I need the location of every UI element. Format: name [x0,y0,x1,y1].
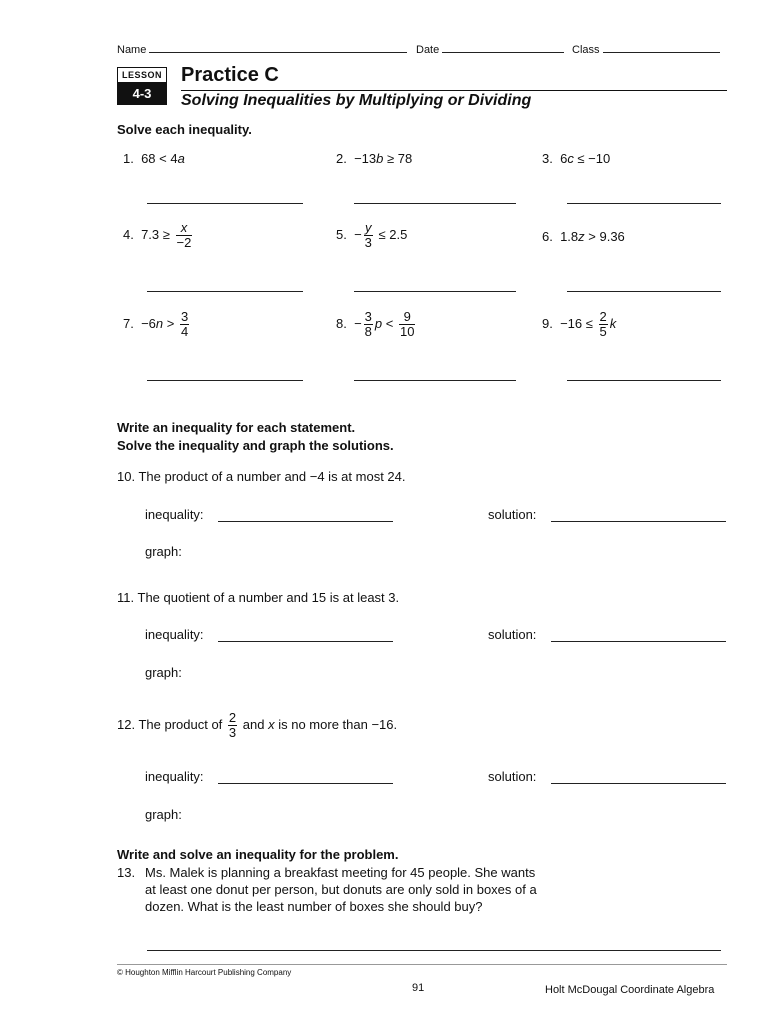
problem-9: 9. −16 ≤ $\frac{2}{5}$ k [542,309,617,339]
page-title: Practice C [181,64,279,86]
problem-11: 11. The quotient of a number and 15 is at least 3. [117,590,400,605]
p11-solution-label: solution: [488,627,537,642]
answer-line-5[interactable] [354,291,516,292]
section-1-instruction: Solve each inequality. [117,122,252,137]
problem-13-answer-line[interactable] [147,950,721,951]
problem-6: 6. 1.8z > 9.36 [542,229,625,244]
p10-graph-label: graph: [145,544,182,559]
problem-13-text: Ms. Malek is planning a breakfast meeting for 45 people. She wants at least one donut per person, but donuts are only sold in boxes of a dozen. What is the least number of boxes she should buy? [145,865,537,914]
answer-line-9[interactable] [567,380,721,381]
p11-graph-label: graph: [145,665,182,680]
problem-3: 3. 6c ≤ −10 [542,151,611,166]
problem-1: 1. 68 < 4a [123,151,185,166]
name-label: Name [117,44,147,56]
p10-inequality-line[interactable] [218,521,393,522]
p11-inequality-line[interactable] [218,641,393,642]
answer-line-7[interactable] [147,380,303,381]
section-3-instruction: Write and solve an inequality for the problem. [117,847,399,862]
problem-2: 2. −13b ≥ 78 [336,151,413,166]
answer-line-1[interactable] [147,203,303,204]
answer-line-4[interactable] [147,291,303,292]
section-2-instruction [117,419,394,455]
problem-7: 7. −6n > $\frac{3}{4}$ [123,309,189,339]
book-title: Holt McDougal Coordinate Algebra [545,984,715,996]
page-number: 91 [412,982,425,994]
lesson-label: LESSON [117,67,167,83]
name-field[interactable] [117,42,407,56]
problem-10: 10. The product of a number and −4 is at most 24. [117,469,406,484]
answer-line-2[interactable] [354,203,516,204]
lesson-badge [117,67,167,107]
p12-graph-label: graph: [145,807,182,822]
title-divider [181,90,727,91]
answer-line-6[interactable] [567,291,721,292]
date-blank[interactable] [442,42,564,53]
page-subtitle: Solving Inequalities by Multiplying or Dividing [181,92,532,109]
answer-line-8[interactable] [354,380,516,381]
p10-solution-label: solution: [488,507,537,522]
footer-copyright: © Houghton Mifflin Harcourt Publishing Company [117,968,292,977]
p12-inequality-line[interactable] [218,783,393,784]
footer-divider [117,964,727,965]
class-blank[interactable] [603,42,720,53]
problem-13-number: 13. [117,865,136,880]
p12-inequality-label: inequality: [145,769,204,784]
problem-12: 12. The product of $\frac{2}{3}$ and x is no more than −16. [117,710,398,740]
p10-inequality-label: inequality: [145,507,204,522]
p11-solution-line[interactable] [551,641,726,642]
p12-solution-label: solution: [488,769,537,784]
class-field[interactable] [572,42,720,56]
date-label: Date [416,44,440,56]
class-label: Class [572,44,600,56]
problem-4: 4. 7.3 ≥ $\frac{x}{-2}$ [123,220,192,250]
p10-solution-line[interactable] [551,521,726,522]
p11-inequality-label: inequality: [145,627,204,642]
p12-solution-line[interactable] [551,783,726,784]
date-field[interactable] [416,42,564,56]
problem-5: 5. − $\frac{y}{3}$ ≤ 2.5 [336,220,408,250]
lesson-number: 4-3 [117,83,167,105]
section-2-line-2: Solve the inequality and graph the solutions. [117,438,394,453]
answer-line-3[interactable] [567,203,721,204]
problem-8: 8. − $\frac{3}{8}$ p < $\frac{9}{10}$ [336,309,415,339]
section-2-line-1: Write an inequality for each statement. [117,420,356,435]
name-blank[interactable] [149,42,407,53]
